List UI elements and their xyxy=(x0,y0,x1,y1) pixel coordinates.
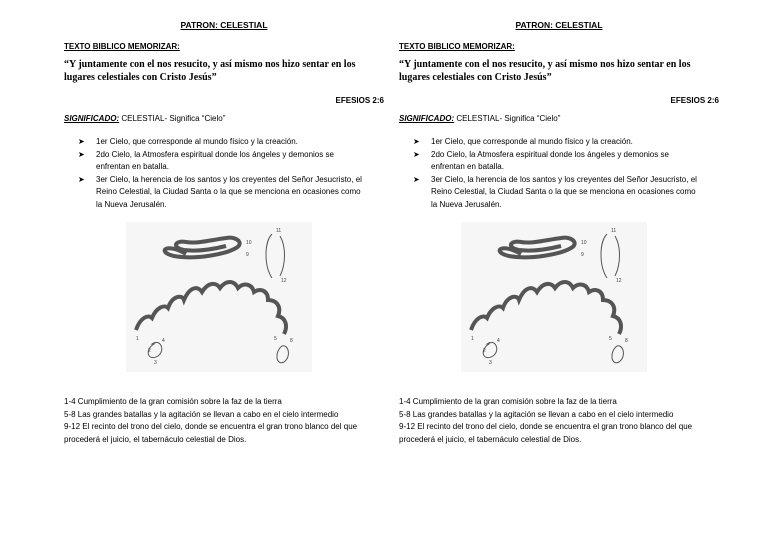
arrow-bullet-icon: ➤ xyxy=(413,149,420,159)
meaning-label: SIGNIFICADO: xyxy=(64,114,120,123)
diagram-number: 3 xyxy=(489,360,492,366)
diagram-number: 1 xyxy=(471,336,474,342)
left-page xyxy=(64,0,384,543)
list-item xyxy=(413,149,703,174)
page-title: PATRON: CELESTIAL xyxy=(180,20,268,30)
meaning-line xyxy=(399,114,560,123)
diagram-number: 12 xyxy=(616,278,622,284)
diagram-number: 10 xyxy=(246,240,252,246)
memorize-label: TEXTO BIBLICO MEMORIZAR: xyxy=(399,42,515,51)
list-item-text: 2do Cielo, la Atmosfera espiritual donde los ángeles y demonios se enfrentan en batalla. xyxy=(431,149,669,171)
diagram-number: 4 xyxy=(162,338,165,344)
legend-item: 1-4 Cumplimiento de la gran comisión sobre la faz de la tierra xyxy=(64,397,282,406)
arrow-bullet-icon: ➤ xyxy=(78,137,85,146)
bible-verse: “Y juntamente con el nos resucito, y así mismo nos hizo sentar en los lugares celestiales con Cristo Jesús” xyxy=(399,59,691,83)
legend-item: 9-12 El recinto del trono del cielo, donde se encuentra el gran trono blanco del que procederá el juicio, el tabernáculo celestial de Dios. xyxy=(64,422,358,444)
meaning-line xyxy=(64,114,225,123)
bible-verse: “Y juntamente con el nos resucito, y así mismo nos hizo sentar en los lugares celestiales con Cristo Jesús” xyxy=(64,59,356,83)
arrow-bullet-icon: ➤ xyxy=(413,174,420,184)
legend-item: 5-8 Las grandes batallas y la agitación se llevan a cabo en el cielo intermedio xyxy=(399,409,674,419)
diagram-number: 12 xyxy=(281,278,287,284)
diagram-number: 9 xyxy=(246,252,249,258)
diagram-number: 11 xyxy=(276,228,282,234)
diagram-number: 5 xyxy=(609,336,612,342)
list-item xyxy=(78,149,368,174)
diagram-number: 3 xyxy=(154,360,157,366)
list-item xyxy=(78,136,368,149)
list-item-text: 3er Cielo, la herencia de los santos y los creyentes del Señor Jesucristo, el Reino Celestial, la Ciudad Santa o la que se menciona en ocasiones como la Nueva Jerusalén. xyxy=(96,174,362,209)
diagram-number: 11 xyxy=(611,228,617,234)
page-title: PATRON: CELESTIAL xyxy=(515,20,603,30)
diagram-number: 10 xyxy=(581,240,587,246)
diagram-number: 8 xyxy=(625,338,628,344)
heavens-list xyxy=(78,136,368,211)
arrow-bullet-icon: ➤ xyxy=(413,137,420,146)
list-item xyxy=(413,136,703,149)
verse-reference: EFESIOS 2:6 xyxy=(670,96,719,105)
diagram-number: 8 xyxy=(290,338,293,344)
verse-reference: EFESIOS 2:6 xyxy=(335,96,384,105)
heavens-list xyxy=(413,136,703,211)
right-page xyxy=(399,0,719,543)
diagram-number: 2 xyxy=(148,348,151,354)
list-item-text: 1er Cielo, que corresponde al mundo físico y la creación. xyxy=(96,137,298,146)
legend-item: 9-12 El recinto del trono del cielo, donde se encuentra el gran trono blanco del que procederá el juicio, el tabernáculo celestial de Dios. xyxy=(399,422,693,444)
diagram-number: 4 xyxy=(497,338,500,344)
list-item xyxy=(413,174,703,212)
heavens-diagram xyxy=(461,222,647,372)
diagram-number: 2 xyxy=(483,348,486,354)
legend xyxy=(399,396,709,446)
heavens-diagram xyxy=(126,222,312,372)
legend xyxy=(64,396,374,446)
list-item xyxy=(78,174,368,212)
arrow-bullet-icon: ➤ xyxy=(78,149,85,159)
meaning-text: CELESTIAL- Significa “Cielo” xyxy=(119,114,226,123)
list-item-text: 2do Cielo, la Atmosfera espiritual donde los ángeles y demonios se enfrentan en batalla. xyxy=(96,149,334,171)
legend-item: 1-4 Cumplimiento de la gran comisión sobre la faz de la tierra xyxy=(399,397,617,406)
diagram-number: 5 xyxy=(274,336,277,342)
memorize-label: TEXTO BIBLICO MEMORIZAR: xyxy=(64,42,180,51)
diagram-number: 1 xyxy=(136,336,139,342)
legend-item: 5-8 Las grandes batallas y la agitación se llevan a cabo en el cielo intermedio xyxy=(64,409,339,419)
list-item-text: 3er Cielo, la herencia de los santos y los creyentes del Señor Jesucristo, el Reino Celestial, la Ciudad Santa o la que se menciona en ocasiones como la Nueva Jerusalén. xyxy=(431,174,697,209)
meaning-label: SIGNIFICADO: xyxy=(399,114,455,123)
diagram-number: 9 xyxy=(581,252,584,258)
arrow-bullet-icon: ➤ xyxy=(78,174,85,184)
list-item-text: 1er Cielo, que corresponde al mundo físico y la creación. xyxy=(431,137,633,146)
meaning-text: CELESTIAL- Significa “Cielo” xyxy=(454,114,561,123)
